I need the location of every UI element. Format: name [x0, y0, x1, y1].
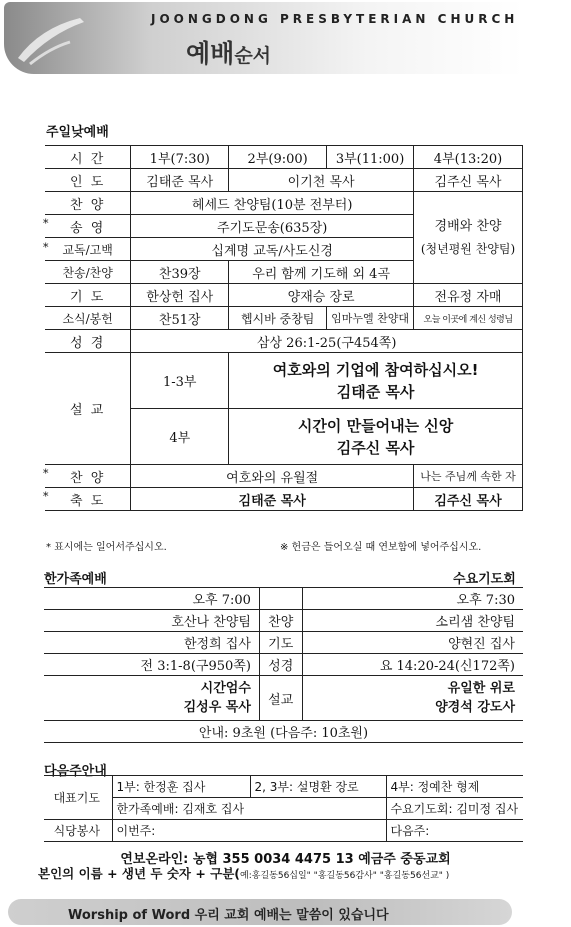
- praise-label: 찬 양: [45, 192, 131, 215]
- family-sermon-left: 시간엄수 김성우 목사: [44, 676, 259, 721]
- offering-label: 소식/봉헌: [45, 307, 131, 330]
- rep-cell: 2, 3부: 설명환 장로: [250, 776, 386, 798]
- prayer-row: [45, 284, 523, 307]
- leader-cell: 이기천 목사: [229, 169, 414, 192]
- praise-side-cell: 경배와 찬양 (청년평원 찬양팀): [414, 192, 523, 284]
- online-offering-instructions: 본인의 이름 + 생년 두 숫자 + 구분(예:홍길동56십일" "홍길동56감사" "홍길동56선교" ): [38, 866, 450, 881]
- scripture-row: [45, 330, 523, 353]
- family-sermon-row: [44, 676, 523, 721]
- prayer-cell: 양재승 장로: [229, 284, 414, 307]
- family-sermon-label: 설교: [259, 676, 302, 721]
- praise-cell: 헤세드 찬양팀(10분 전부터): [131, 192, 414, 215]
- sermon-label: 설 교: [45, 353, 131, 465]
- sermon-part: 1-3부: [131, 353, 229, 409]
- family-row: [44, 588, 523, 610]
- family-row: [44, 632, 523, 654]
- sermon-pastor: 김주신 목사: [336, 438, 415, 457]
- stand-marker: *: [43, 466, 51, 480]
- family-right-cell: 오후 7:30: [302, 588, 523, 610]
- sermon-row: [45, 353, 523, 409]
- page-title: 예배순서: [186, 39, 272, 68]
- blessing-label-cell: * 축 도: [45, 488, 131, 511]
- family-left-cell: 호산나 찬양팀: [44, 610, 259, 632]
- leader-cell: 김태준 목사: [131, 169, 229, 192]
- hymn-cell: 우리 함께 기도해 외 4곡: [229, 261, 414, 284]
- family-mid-cell: [259, 588, 302, 610]
- rep-cell: 4부: 정예찬 형제: [386, 776, 523, 798]
- family-mid-cell: 찬양: [259, 610, 302, 632]
- meal-row: [44, 820, 523, 842]
- wednesday-section-title: 수요기도회: [453, 572, 516, 587]
- meal-cell: 이번주:: [112, 820, 386, 842]
- offering-cell: 임마누엘 찬양대: [327, 307, 414, 330]
- rep-label: 대표기도: [44, 776, 112, 820]
- family-row: [44, 654, 523, 676]
- praise-row: [45, 192, 523, 215]
- scripture-label: 성 경: [45, 330, 131, 353]
- rep-row: [44, 798, 523, 820]
- sermon-cell: [229, 409, 523, 465]
- rep-cell: 1부: 한정훈 집사: [112, 776, 250, 798]
- confession-label-cell: * 송 영: [45, 215, 131, 238]
- time-cell: 2부(9:00): [229, 146, 327, 169]
- blessing-row: [45, 488, 523, 511]
- offering-row: [45, 307, 523, 330]
- offering-cell: 찬51장: [131, 307, 229, 330]
- stand-marker: *: [43, 240, 49, 254]
- closing-hymn-cell: 나는 주님께 속한 자: [414, 465, 523, 488]
- closing-hymn-cell: 여호와의 유월절: [131, 465, 414, 488]
- sermon-title: 시간이 만들어내는 신앙: [297, 416, 454, 435]
- sermon-pastor: 김태준 목사: [336, 382, 415, 401]
- blessing-cell: 김태준 목사: [131, 488, 414, 511]
- online-offering-line: 연보온라인: 농협 355 0034 4475 13 예금주 중동교회: [120, 852, 451, 867]
- sunday-section-title: 주일낮예배: [46, 125, 109, 140]
- family-right-cell: 요 14:20-24(신172쪽): [302, 654, 523, 676]
- time-label: 시 간: [45, 146, 131, 169]
- rep-cell: 한가족예배: 김재호 집사: [112, 798, 386, 820]
- family-right-cell: 양현진 집사: [302, 632, 523, 654]
- next-week-table: [44, 775, 523, 842]
- family-left-cell: 오후 7:00: [44, 588, 259, 610]
- sermon-title: 여호와의 기업에 참여하십시오!: [272, 360, 479, 379]
- closing-hymn-label-cell: * 찬 양: [45, 465, 131, 488]
- prayer-cell: 한상헌 집사: [131, 284, 229, 307]
- family-right-cell: 소리샘 찬양팀: [302, 610, 523, 632]
- family-section-title: 한가족예배: [44, 572, 107, 587]
- header: [0, 0, 571, 80]
- confession-cell: 주기도문송(635장): [131, 215, 414, 238]
- rep-cell: 수요기도회: 김미정 집사: [386, 798, 523, 820]
- closing-hymn-row: [45, 465, 523, 488]
- time-cell: 4부(13:20): [414, 146, 523, 169]
- prayer-label: 기 도: [45, 284, 131, 307]
- time-row: [45, 146, 523, 169]
- stand-marker: *: [43, 216, 51, 230]
- family-sermon-right: 유일한 위로 양경석 강도사: [302, 676, 523, 721]
- sunday-worship-table: [45, 145, 523, 511]
- family-row: [44, 610, 523, 632]
- next-week-title: 다음주안내: [44, 764, 107, 779]
- footer-banner: [8, 899, 512, 925]
- sermon-cell: [229, 353, 523, 409]
- footer-text: Worship of Word 우리 교회 예배는 말씀이 있습니다: [68, 908, 389, 923]
- time-cell: 1부(7:30): [131, 146, 229, 169]
- sermon-part: 4부: [131, 409, 229, 465]
- time-cell: 3부(11:00): [327, 146, 414, 169]
- leader-label: 인 도: [45, 169, 131, 192]
- meal-cell: 다음주:: [386, 820, 523, 842]
- creed-label-cell: * 교독/고백: [45, 238, 131, 261]
- blessing-cell: 김주신 목사: [414, 488, 523, 511]
- offering-cell: 헵시바 중창팀: [229, 307, 327, 330]
- leader-row: [45, 169, 523, 192]
- scripture-cell: 삼상 26:1-25(구454쪽): [131, 330, 523, 353]
- hymn-label: 찬송/찬양: [45, 261, 131, 284]
- church-name: JOONGDONG PRESBYTERIAN CHURCH: [151, 12, 519, 26]
- family-left-cell: 전 3:1-8(구950쪽): [44, 654, 259, 676]
- family-mid-cell: 기도: [259, 632, 302, 654]
- family-worship-table: [44, 587, 523, 743]
- offering-note: ※ 헌금은 들어오실 때 연보함에 넣어주십시오.: [280, 542, 482, 553]
- family-mid-cell: 성경: [259, 654, 302, 676]
- usher-row: [44, 721, 523, 743]
- usher-cell: 안내: 9초원 (다음주: 10초원): [44, 721, 523, 743]
- hymn-cell: 찬39장: [131, 261, 229, 284]
- prayer-cell: 전유정 자매: [414, 284, 523, 307]
- creed-cell: 십계명 교독/사도신경: [131, 238, 414, 261]
- rep-row: [44, 776, 523, 798]
- pen-icon: [10, 8, 100, 68]
- leader-cell: 김주신 목사: [414, 169, 523, 192]
- family-left-cell: 한정희 집사: [44, 632, 259, 654]
- stand-note: * 표시에는 일어서주십시오.: [46, 542, 167, 553]
- meal-label: 식당봉사: [44, 820, 112, 842]
- stand-marker: *: [43, 489, 51, 503]
- offering-cell: 오늘 이곳에 계신 성령님: [414, 307, 523, 330]
